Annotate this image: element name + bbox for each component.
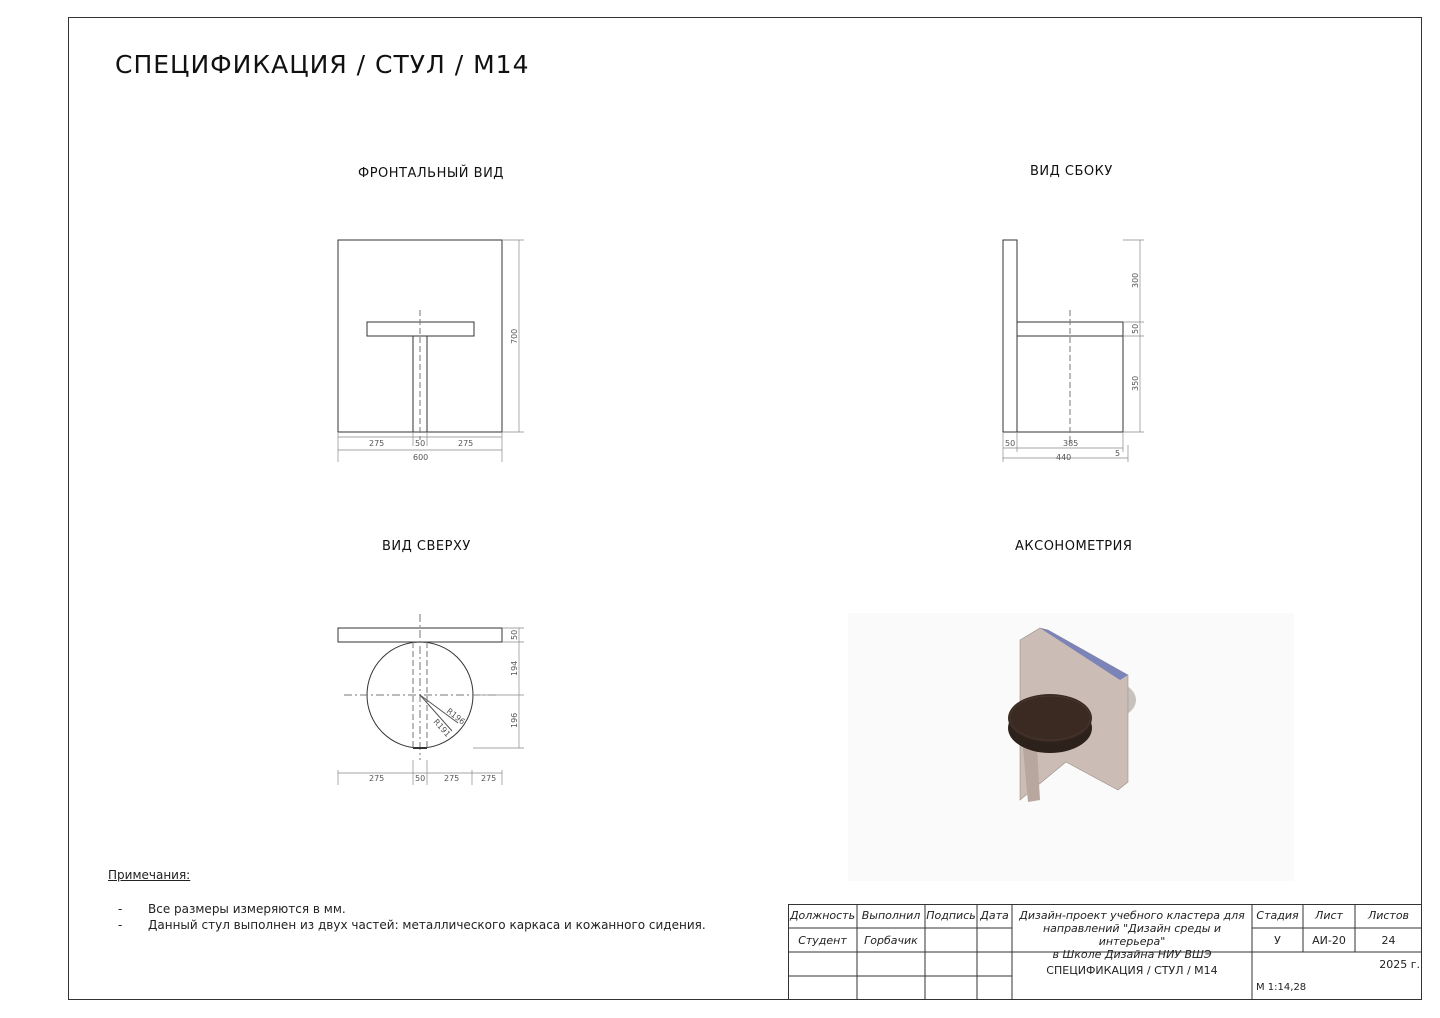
dim-front-50: 50 [415,439,426,448]
stamp-header-sheet: Лист [1315,909,1343,922]
dim-top-r191: R191 [431,717,453,739]
dim-side-50w: 50 [1005,439,1016,448]
dim-front-275b: 275 [458,439,474,448]
page-title: СПЕЦИФИКАЦИЯ / СТУЛ / М14 [115,50,530,79]
dim-top-196: 196 [510,712,519,728]
project-line: Дизайн-проект учебного кластера для [1019,909,1245,922]
dim-top-50: 50 [415,774,426,783]
front-view [338,240,524,462]
stamp-header-stage: Стадия [1256,909,1299,922]
stamp-header-done-by: Выполнил [861,909,921,922]
stamp-year: 2025 г. [1379,958,1420,971]
side-view [1003,240,1144,462]
stamp-sheets-value: 24 [1381,934,1396,947]
dim-top-275b: 275 [444,774,460,783]
axo-seat-top [1008,694,1092,742]
stamp-done-by-value: Горбачик [864,934,918,947]
stamp-sheet-name: СПЕЦИФИКАЦИЯ / СТУЛ / М14 [1046,964,1218,977]
dim-side-440: 440 [1056,453,1072,462]
dim-front-600: 600 [413,453,429,462]
stamp-sheet-value: АИ-20 [1312,934,1346,947]
note-dash: - [118,902,123,916]
note-item [118,918,706,932]
side-back-panel [1003,240,1017,432]
dim-side-385: 385 [1063,439,1079,448]
dim-top-194: 194 [510,660,519,676]
note-text: Данный стул выполнен из двух частей: металлического каркаса и кожанного сидения. [148,918,706,932]
dim-side-50h: 50 [1131,323,1140,334]
top-view-label: ВИД СВЕРХУ [382,539,471,554]
top-view [338,614,524,785]
dim-side-5: 5 [1115,449,1121,458]
dim-front-700: 700 [510,328,519,344]
stamp-header-position: Должность [789,909,856,922]
stamp-position-value: Студент [798,934,847,947]
dim-side-350: 350 [1131,375,1140,391]
stamp-header-signature: Подпись [926,909,976,922]
dim-top-275a: 275 [369,774,385,783]
dim-top-r196: R196 [444,706,467,727]
stamp-header-date: Дата [980,909,1009,922]
dim-front-275a: 275 [369,439,385,448]
note-text: Все размеры измеряются в мм. [148,902,346,916]
dim-top-275c: 275 [481,774,497,783]
note-item [118,902,346,916]
notes-heading: Примечания: [108,868,191,882]
stamp-scale: М 1:14,28 [1256,982,1307,993]
dim-top-50h: 50 [510,629,519,640]
dim-side-300: 300 [1131,272,1140,288]
front-view-label: ФРОНТАЛЬНЫЙ ВИД [358,166,504,181]
stamp-stage-value: У [1274,934,1281,947]
project-line: в Школе Дизайна НИУ ВШЭ [1052,948,1212,961]
stamp-header-sheets: Листов [1367,909,1410,922]
stamp-project-title [1012,909,1252,961]
project-line: направлений "Дизайн среды и интерьера" [1042,922,1222,948]
note-dash: - [118,918,123,932]
axo-view-label: АКСОНОМЕТРИЯ [1015,539,1133,554]
side-view-label: ВИД СБОКУ [1030,164,1113,179]
axonometry-chair [1008,628,1136,802]
